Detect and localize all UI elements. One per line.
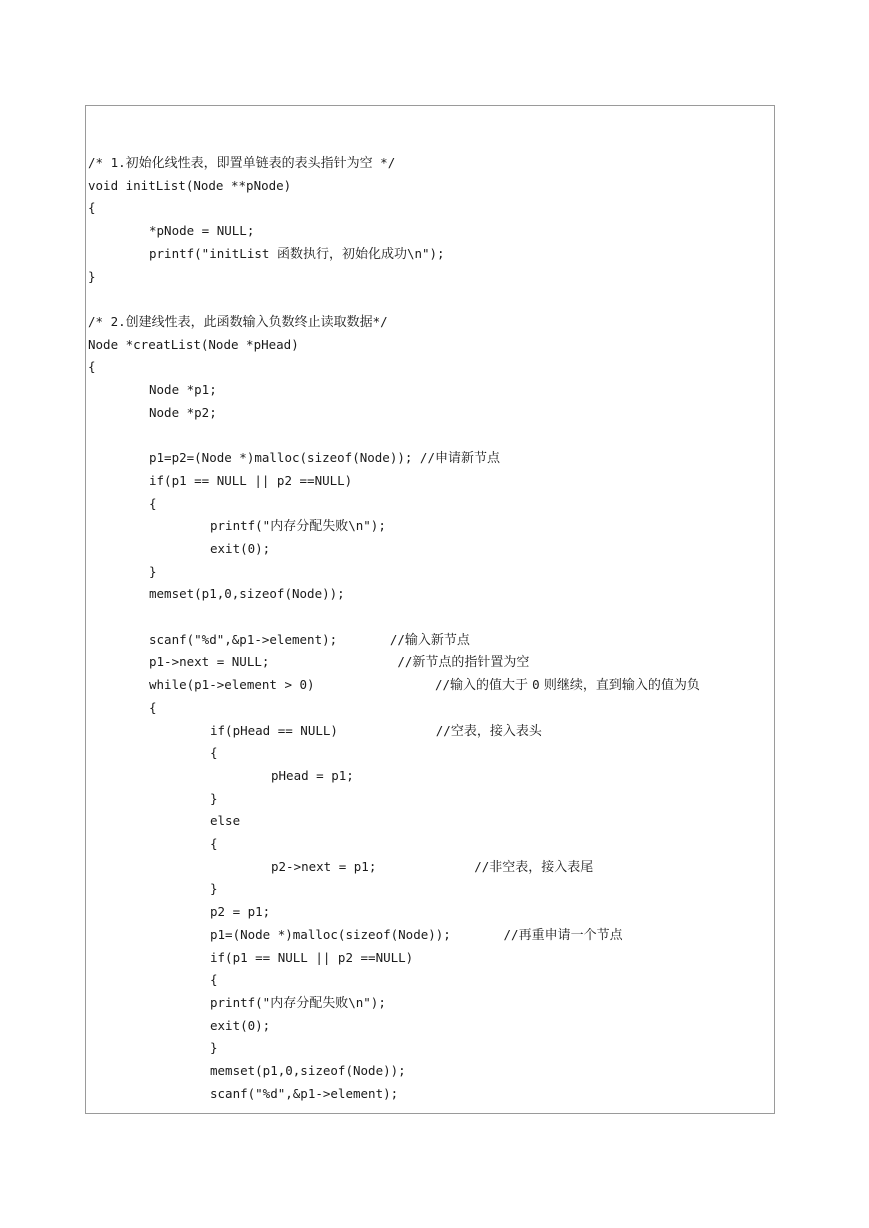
code-segment: \n"); — [406, 245, 445, 261]
code-segment: } — [210, 790, 218, 806]
code-line — [210, 1083, 398, 1105]
code-line — [149, 697, 157, 719]
code-line — [210, 969, 218, 991]
code-segment: scanf("%d",&p1->element); // — [149, 631, 405, 647]
code-segment: /* 1. — [88, 155, 126, 170]
code-segment: if(pHead == NULL) // — [210, 722, 451, 738]
code-segment: { — [149, 699, 157, 715]
code-segment: 函数执行，初始化成功 — [276, 246, 407, 262]
code-segment: 新节点的指针置为空 — [412, 655, 530, 671]
code-segment: 非空表，接入表尾 — [489, 859, 594, 875]
code-line — [149, 243, 445, 265]
code-segment: p2->next = p1; // — [271, 858, 490, 874]
code-segment: } — [88, 268, 96, 284]
code-segment: 输入新节点 — [404, 632, 470, 648]
code-segment: printf(" — [210, 518, 271, 534]
code-segment: } — [210, 1040, 218, 1056]
code-line — [210, 833, 218, 855]
code-line — [88, 334, 299, 356]
code-segment: 空表，接入表头 — [450, 723, 542, 739]
code-segment: 则继续，直到输入的值为负 — [539, 678, 700, 694]
code-line — [149, 220, 254, 242]
code-line — [88, 266, 96, 288]
code-line — [88, 311, 388, 333]
code-segment: 初始化线性表，即置单链表的表头指针为空 — [125, 156, 373, 171]
code-line — [210, 788, 218, 810]
code-segment: } — [210, 881, 218, 897]
code-line — [210, 947, 413, 969]
code-line — [271, 765, 354, 787]
code-segment: 0 — [532, 677, 540, 693]
code-line — [210, 1060, 406, 1082]
code-segment: { — [88, 359, 96, 375]
code-line — [271, 856, 593, 878]
code-segment: while(p1->element > 0) // — [149, 677, 451, 693]
code-line — [210, 742, 218, 764]
code-segment: } — [149, 563, 157, 579]
code-line — [149, 651, 529, 673]
code-segment: { — [88, 200, 96, 216]
code-segment: pHead = p1; — [271, 767, 354, 783]
code-line — [210, 810, 240, 832]
code-line — [149, 561, 157, 583]
code-segment: Node *p1; — [149, 382, 217, 397]
code-segment: \n"); — [348, 994, 386, 1010]
code-segment: { — [210, 745, 218, 761]
code-segment: */ — [372, 155, 396, 170]
code-line — [88, 197, 96, 219]
code-line — [210, 992, 386, 1014]
code-line — [149, 447, 500, 469]
code-segment: { — [210, 972, 218, 988]
code-segment: else — [210, 813, 241, 829]
code-line — [210, 515, 386, 537]
code-line — [210, 538, 270, 560]
code-line — [88, 152, 395, 174]
code-line — [149, 629, 470, 651]
code-line — [149, 470, 352, 492]
code-segment: 再重申请一个节点 — [518, 927, 623, 943]
code-segment: *pNode = NULL; — [149, 223, 255, 239]
code-segment: 内存分配失败 — [270, 995, 349, 1011]
code-segment: exit(0); — [210, 1017, 271, 1033]
code-segment: \n"); — [348, 518, 386, 534]
code-segment: */ — [372, 313, 388, 329]
code-line — [210, 720, 542, 742]
code-segment: void initList(Node **pNode) — [88, 177, 292, 193]
code-line — [210, 1037, 218, 1059]
code-segment: p1=p2=(Node *)malloc(sizeof(Node)); // — [149, 450, 435, 466]
code-segment: printf(" — [210, 994, 271, 1010]
code-segment: memset(p1,0,sizeof(Node)); — [149, 586, 345, 602]
code-line — [88, 356, 96, 378]
code-segment: exit(0); — [210, 540, 271, 556]
code-line — [210, 878, 218, 900]
code-line — [149, 674, 700, 696]
code-segment: { — [210, 836, 218, 851]
code-line — [210, 1015, 270, 1037]
code-segment: /* 2. — [88, 313, 126, 329]
code-segment: Node *p2; — [149, 404, 217, 420]
code-segment: if(p1 == NULL || p2 ==NULL) — [149, 472, 353, 488]
code-line — [88, 175, 291, 197]
code-segment: 内存分配失败 — [270, 519, 349, 535]
code-segment: { — [149, 495, 157, 511]
code-line — [149, 402, 217, 424]
code-block — [85, 105, 775, 1114]
code-line — [149, 493, 157, 515]
code-line — [210, 924, 623, 946]
code-segment: if(p1 == NULL || p2 ==NULL) — [210, 949, 414, 965]
code-segment: 创建线性表，此函数输入负数终止读取数据 — [125, 314, 373, 330]
code-line — [149, 583, 345, 605]
code-segment: printf("initList — [149, 245, 277, 261]
code-line — [149, 379, 217, 401]
code-segment: 申请新节点 — [434, 451, 500, 467]
code-segment: memset(p1,0,sizeof(Node)); — [210, 1063, 406, 1078]
code-line — [210, 901, 270, 923]
code-segment: 输入的值大于 — [450, 678, 533, 694]
code-segment: p2 = p1; — [210, 904, 271, 920]
code-segment: Node *creatList(Node *pHead) — [88, 336, 299, 352]
code-segment: p1=(Node *)malloc(sizeof(Node)); // — [210, 926, 519, 942]
code-segment: p1->next = NULL; // — [149, 654, 413, 670]
code-segment: scanf("%d",&p1->element); — [210, 1085, 399, 1101]
